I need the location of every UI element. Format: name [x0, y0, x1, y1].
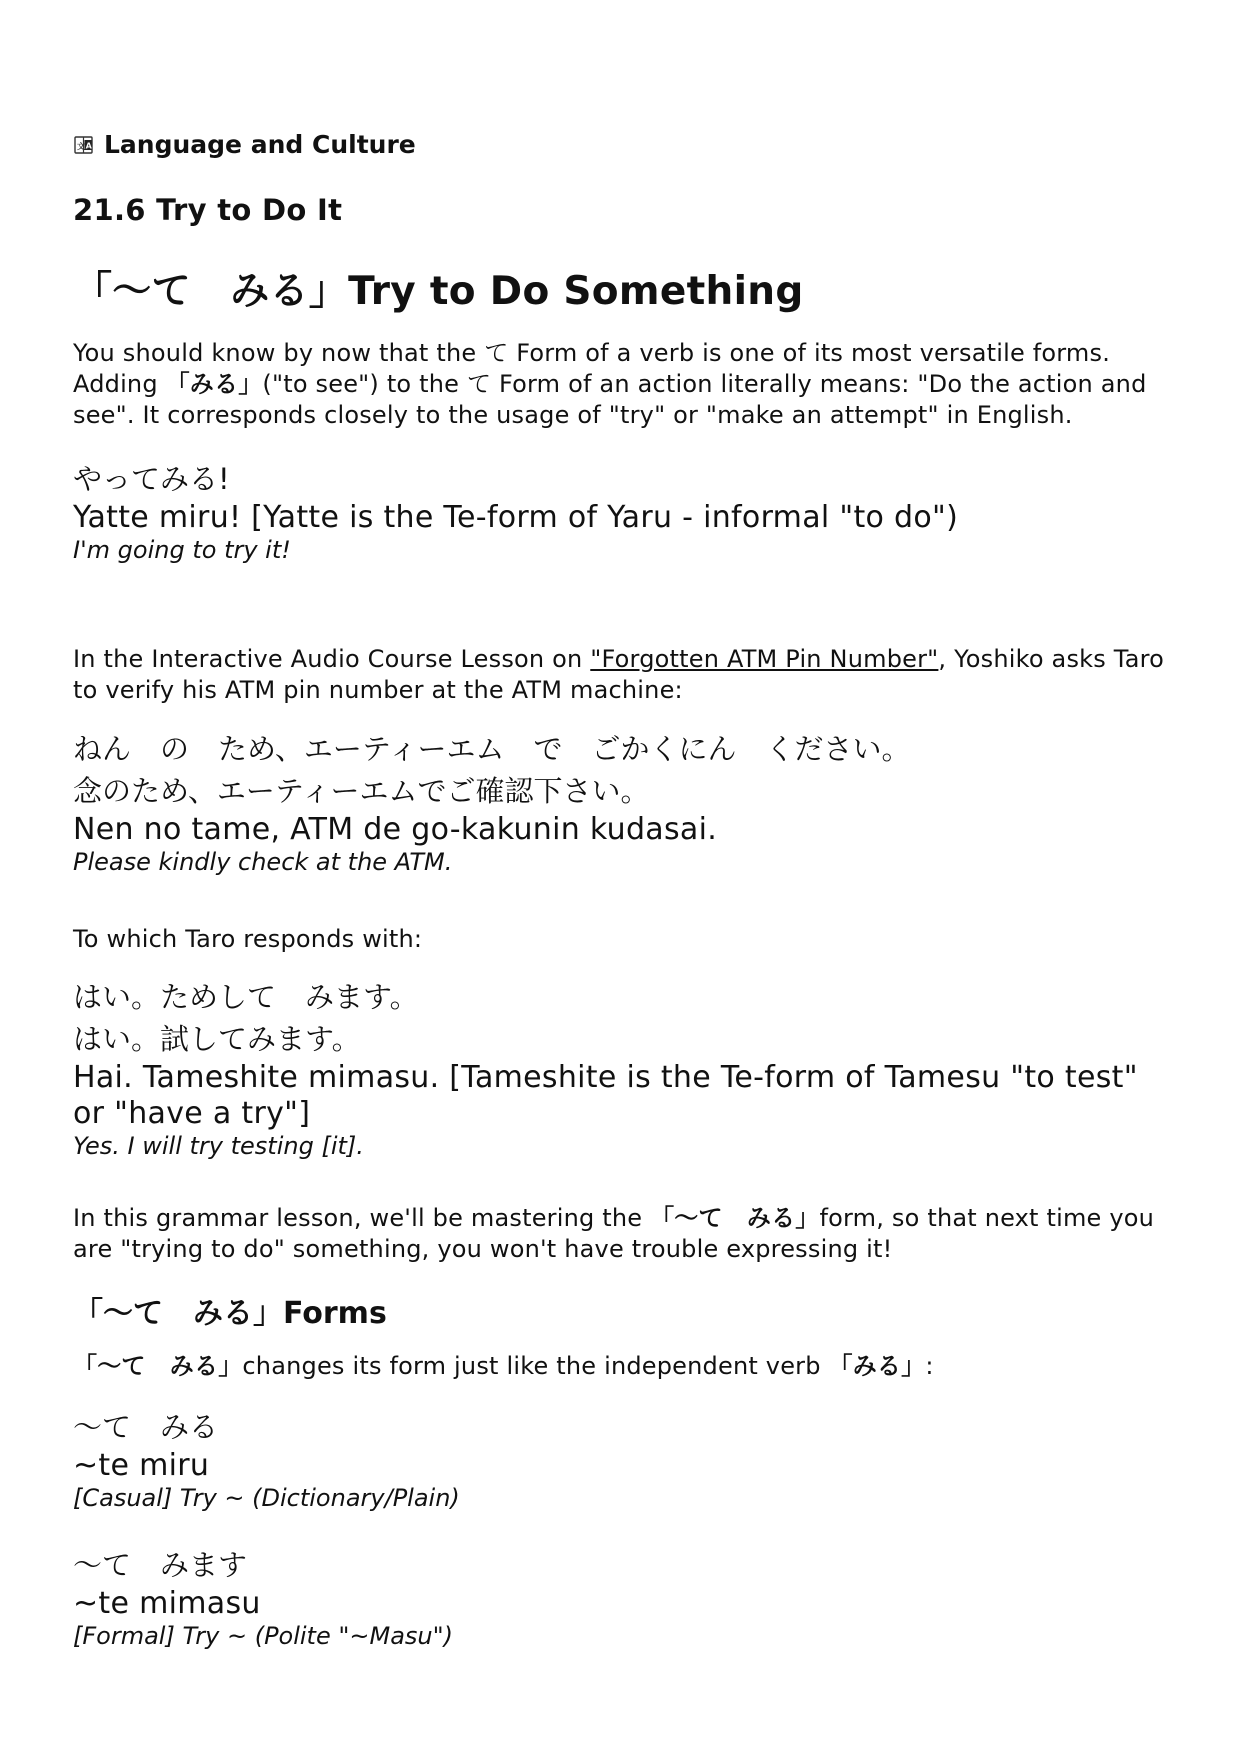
intro-line-2 [73, 369, 1173, 431]
example-kana: はい。ためして みます。 [73, 980, 419, 1014]
forms-heading: 「〜て みる」Forms [73, 1296, 387, 1331]
example-romaji: Hai. Tameshite mimasu. [Tameshite is the Te-form of Tamesu "to test" or "have a try"] [73, 1060, 1138, 1131]
form-description: [Casual] Try ~ (Dictionary/Plain) [73, 1484, 460, 1512]
example-kanji: はい。試してみます。 [73, 1022, 361, 1056]
summary-post: form, so that next time you are "trying to do" something, you won't have trouble expressing it! [73, 1204, 1155, 1263]
language-book-icon [73, 134, 95, 156]
example-japanese: やってみる! [73, 462, 230, 496]
context-paragraph [73, 644, 1173, 706]
intro-block [73, 338, 1173, 431]
breadcrumb-label: Language and Culture [104, 130, 416, 159]
breadcrumb [73, 128, 1173, 162]
document-page [73, 128, 1173, 1650]
example-romaji: Yatte miru! [Yatte is the Te-form of Yaru - informal "to do") [73, 500, 959, 535]
form-romaji: ~te miru [73, 1448, 210, 1483]
form-item [73, 1406, 1173, 1513]
response-intro [73, 924, 1173, 955]
context-post: , Yoshiko asks Taro to verify his ATM pin number at the ATM machine: [73, 645, 1165, 704]
summary-pre: In this grammar lesson, we'll be mastering the [73, 1204, 651, 1232]
forms-intro-mid: changes its form just like the independent verb [242, 1352, 829, 1380]
example-kanji: 念のため、エーティーエムでご確認下さい。 [73, 774, 650, 808]
example-1 [73, 458, 1173, 565]
form-romaji: ~te mimasu [73, 1586, 261, 1621]
form-japanese: 〜て みる [73, 1410, 219, 1444]
example-kana: ねん の ため、エーティーエム で ごかくにん ください。 [73, 732, 911, 766]
inline-japanese: 「〜て みる」 [73, 1352, 243, 1380]
example-translation: Please kindly check at the ATM. [73, 848, 453, 876]
lesson-link[interactable]: "Forgotten ATM Pin Number" [590, 645, 939, 673]
example-translation: Yes. I will try testing [it]. [73, 1132, 364, 1160]
forms-intro-end: : [925, 1352, 934, 1380]
form-item [73, 1544, 1173, 1651]
form-description: [Formal] Try ~ (Polite "~Masu") [73, 1622, 454, 1650]
response-intro-text: To which Taro responds with: [73, 925, 423, 953]
context-text [73, 644, 1173, 706]
summary-text [73, 1203, 1173, 1265]
intro-text: Adding [73, 370, 166, 398]
example-2 [73, 728, 1173, 877]
summary-paragraph [73, 1203, 1173, 1265]
svg-text:A: A [85, 141, 92, 151]
inline-japanese: 「みる」 [165, 370, 263, 398]
section-title: 21.6 Try to Do It [73, 193, 343, 227]
page-title: 「〜て みる」Try to Do Something [73, 269, 804, 314]
context-pre: In the Interactive Audio Course Lesson on [73, 645, 591, 673]
inline-japanese: 「みる」 [828, 1352, 926, 1380]
forms-section [73, 1288, 1173, 1332]
form-japanese: 〜て みます [73, 1548, 248, 1582]
example-3 [73, 976, 1173, 1161]
forms-intro-text [73, 1351, 1173, 1382]
forms-intro [73, 1351, 1173, 1382]
inline-japanese: 「〜て みる」 [650, 1204, 820, 1232]
example-translation: I'm going to try it! [73, 536, 291, 564]
intro-text: ("to see") to the て Form of an action literally means: "Do the action and see". It corresponds closely to the usage of "try" or "make an attempt" in English. [73, 370, 1147, 429]
intro-line-1: You should know by now that the て Form of a verb is one of its most versatile forms. [73, 339, 1111, 367]
example-romaji: Nen no tame, ATM de go-kakunin kudasai. [73, 812, 718, 847]
svg-text:文: 文 [77, 142, 85, 151]
